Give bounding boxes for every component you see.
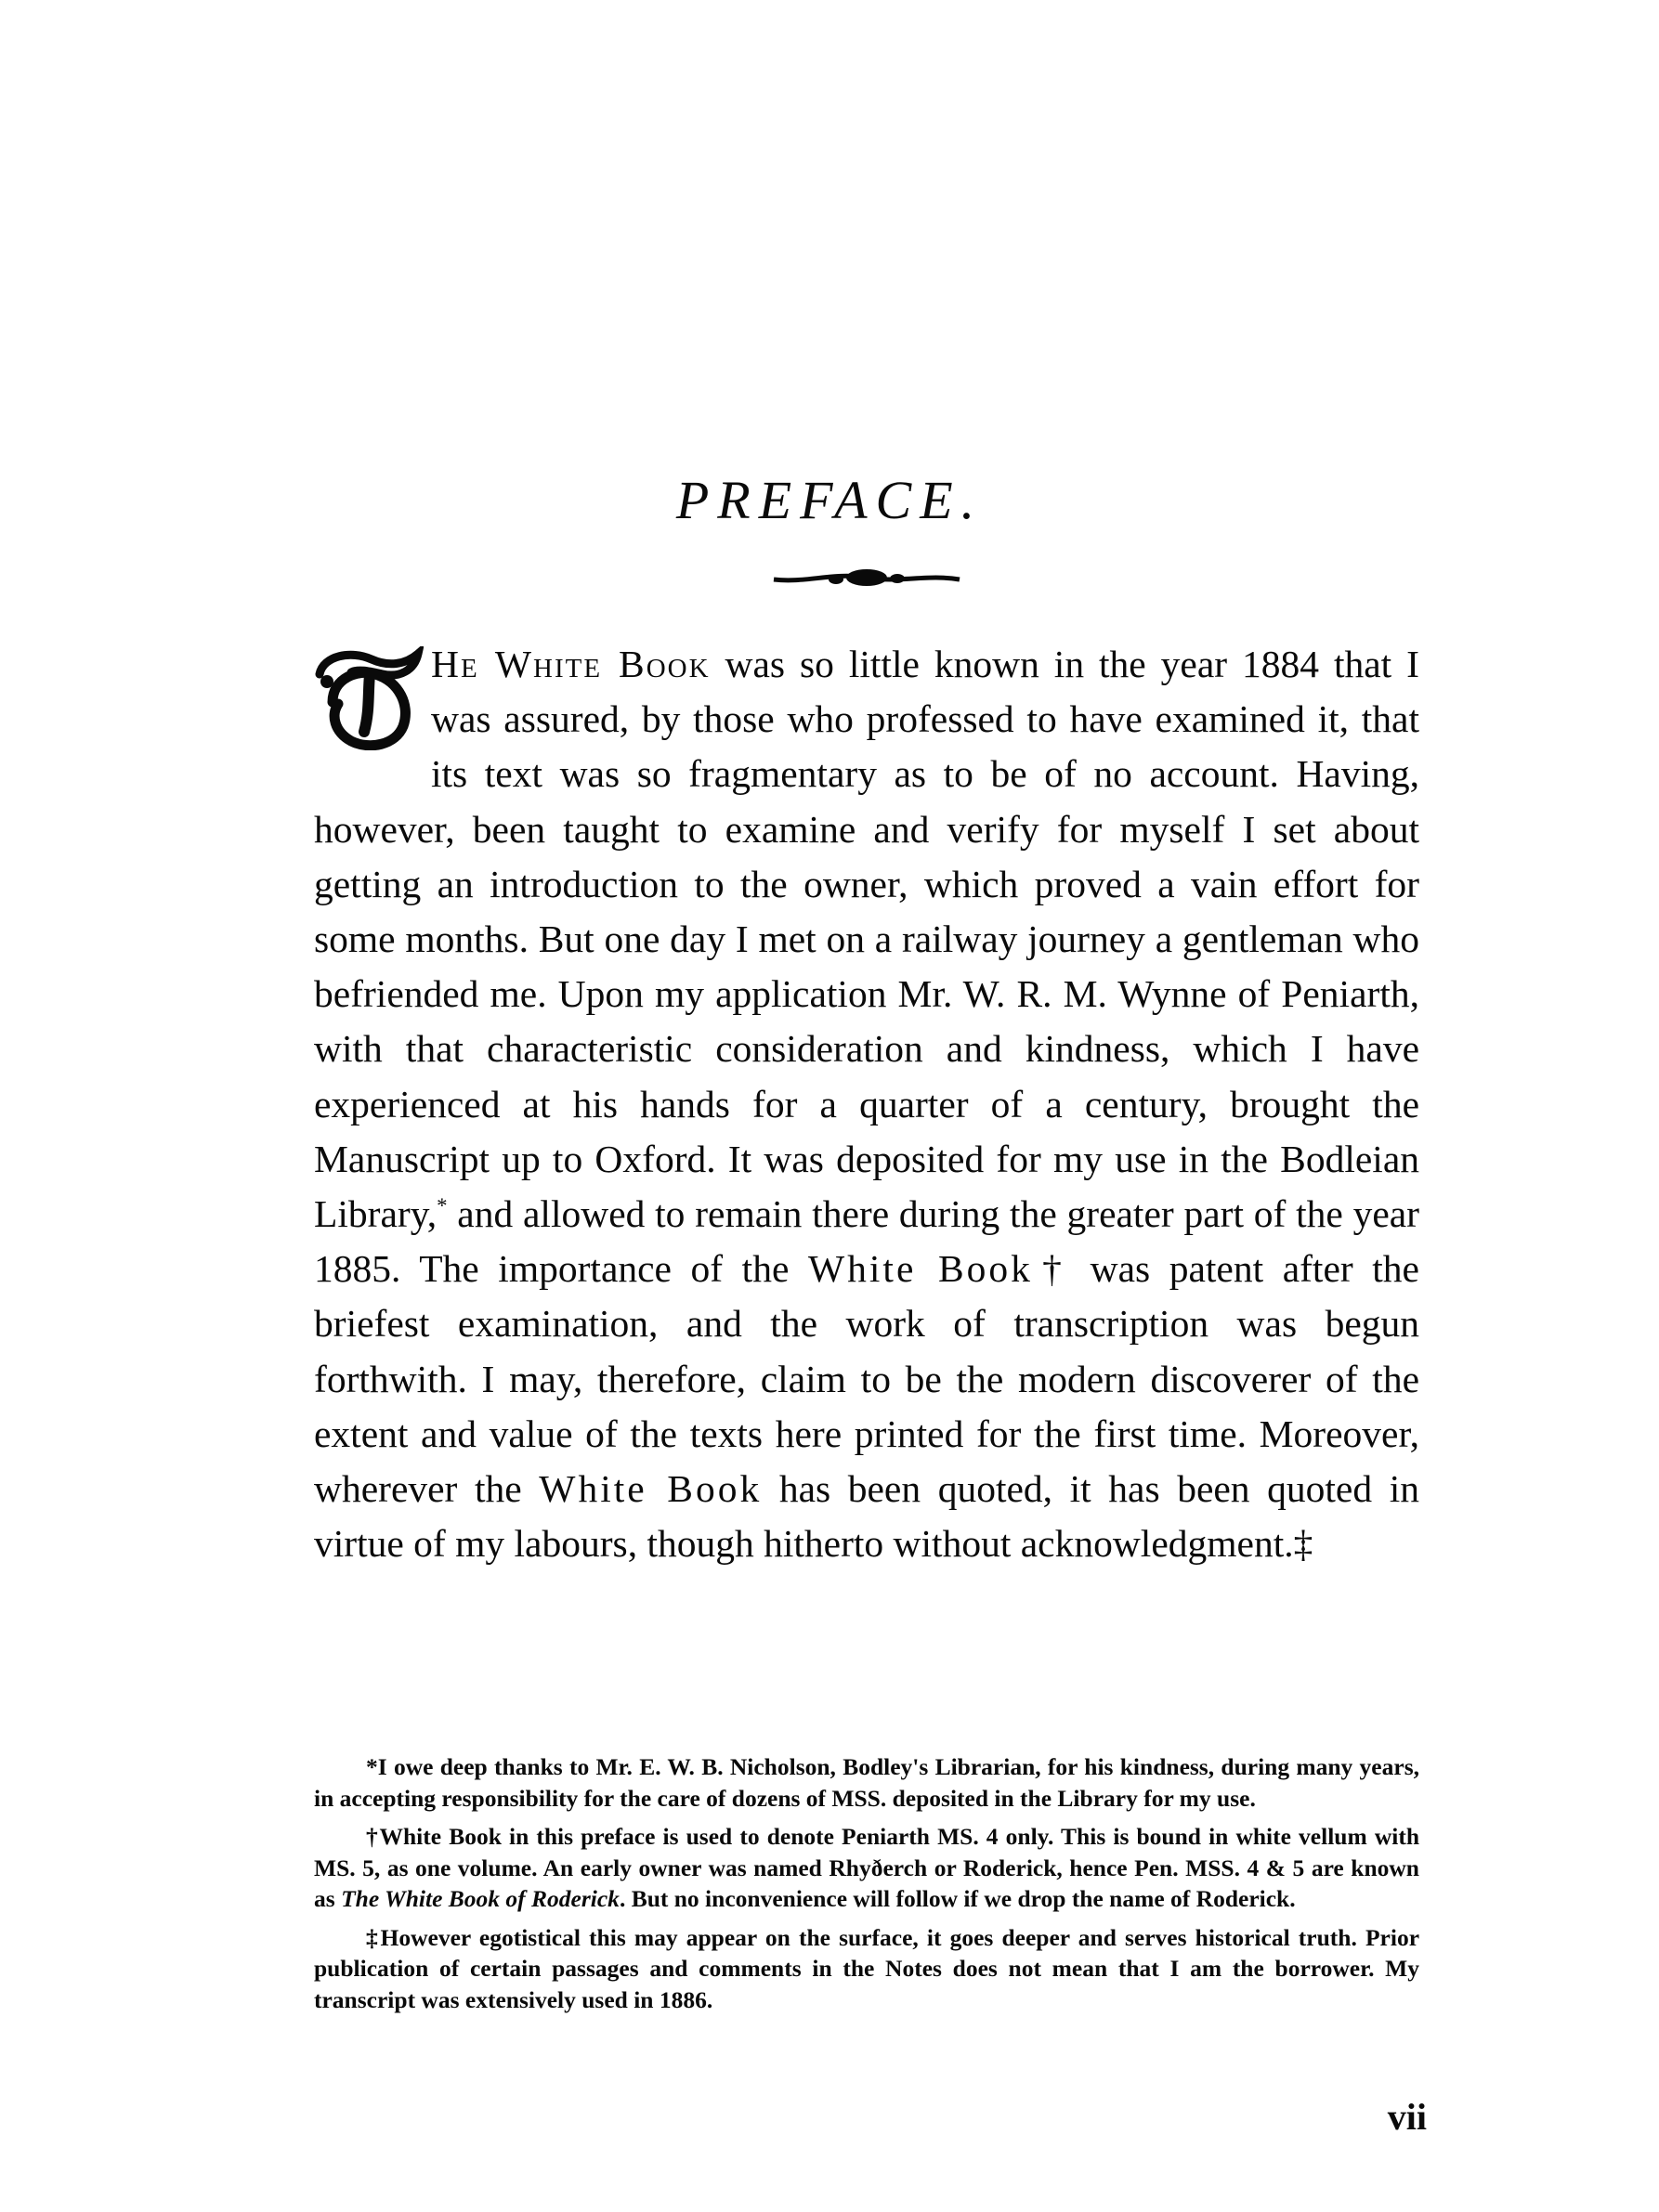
text-segment-2: and allowed to remain there during the greater part of the year 1885. The importance of the	[314, 1192, 1419, 1291]
text-segment-3: was patent after the briefest examination, and the work of transcription was begun forthwith. I may, therefore, claim to be the modern discoverer of the extent and value of the texts here printed for the first time. Moreover, wherever the	[314, 1247, 1419, 1511]
footnotes	[314, 1751, 1419, 2023]
page-title: PREFACE.	[675, 470, 984, 530]
footnote-text-end: . But no inconvenience will follow if we drop the name of Roderick.	[619, 1885, 1296, 1912]
footnote-text: However egotistical this may appear on the surface, it goes deeper and serves historical truth. Prior publication of certain passages and comments in the Notes does not mean that I am the borrower. My transcript was extensively used in 1886.	[314, 1923, 1420, 2013]
footnote-mark: †	[366, 1823, 380, 1850]
footnote-1	[314, 1751, 1419, 1814]
footnote-text: I owe deep thanks to Mr. E. W. B. Nicholson, Bodley's Librarian, for his kindness, during many years, in accepting responsibility for the care of dozens of MSS. deposited in the Library for my use.	[314, 1753, 1419, 1812]
footnote-ref-3: ‡	[1293, 1522, 1313, 1566]
footnote-mark: ‡	[366, 1923, 381, 1951]
footnote-ref-1: *	[437, 1194, 448, 1218]
footnote-text: White Book in this preface is used to denote Peniarth MS. 4 only. This is bound in white vellum with MS. 5, as one volume. An early owner was named Rhyðerch or Roderick, hence Pen. MSS. 4 & 5 are known as	[314, 1823, 1419, 1912]
page-number: vii	[1387, 2096, 1427, 2138]
preface-paragraph	[314, 637, 1419, 1571]
ornament-divider-icon	[769, 566, 964, 592]
lead-small-caps: He White Book	[431, 643, 711, 685]
footnote-3	[314, 1922, 1419, 2016]
footnote-mark: *	[366, 1753, 378, 1780]
text-segment-1: was so little known in the year 1884 that I was assured, by those who professed to have examined it, that its text was so fragmentary as to be of no account. Having, however, been taught to examine and verify for myself I set about getting an introduction to the owner, which proved a vain effort for some months. But one day I met on a railway journey a gentleman who befriended me. Upon my application Mr. W. R. M. Wynne of Peniarth, with that characteristic consideration and kindness, which I have experienced at his hands for a quarter of a century, brought the Manuscript up to Oxford. It was deposited for my use in the Bodleian Library,	[314, 643, 1419, 1236]
footnote-italic-title: The White Book of Roderick	[341, 1885, 620, 1912]
decorative-initial-t-icon	[314, 646, 424, 750]
white-book-spaced: White Book	[807, 1247, 1033, 1291]
white-book-spaced-2: White Book	[539, 1467, 763, 1511]
footnote-2	[314, 1821, 1419, 1915]
text-segment-4: has been quoted, it has been quoted in virtue of my labours, though hitherto without acknowledgment.	[314, 1467, 1419, 1566]
footnote-ref-2: †	[1032, 1247, 1072, 1291]
